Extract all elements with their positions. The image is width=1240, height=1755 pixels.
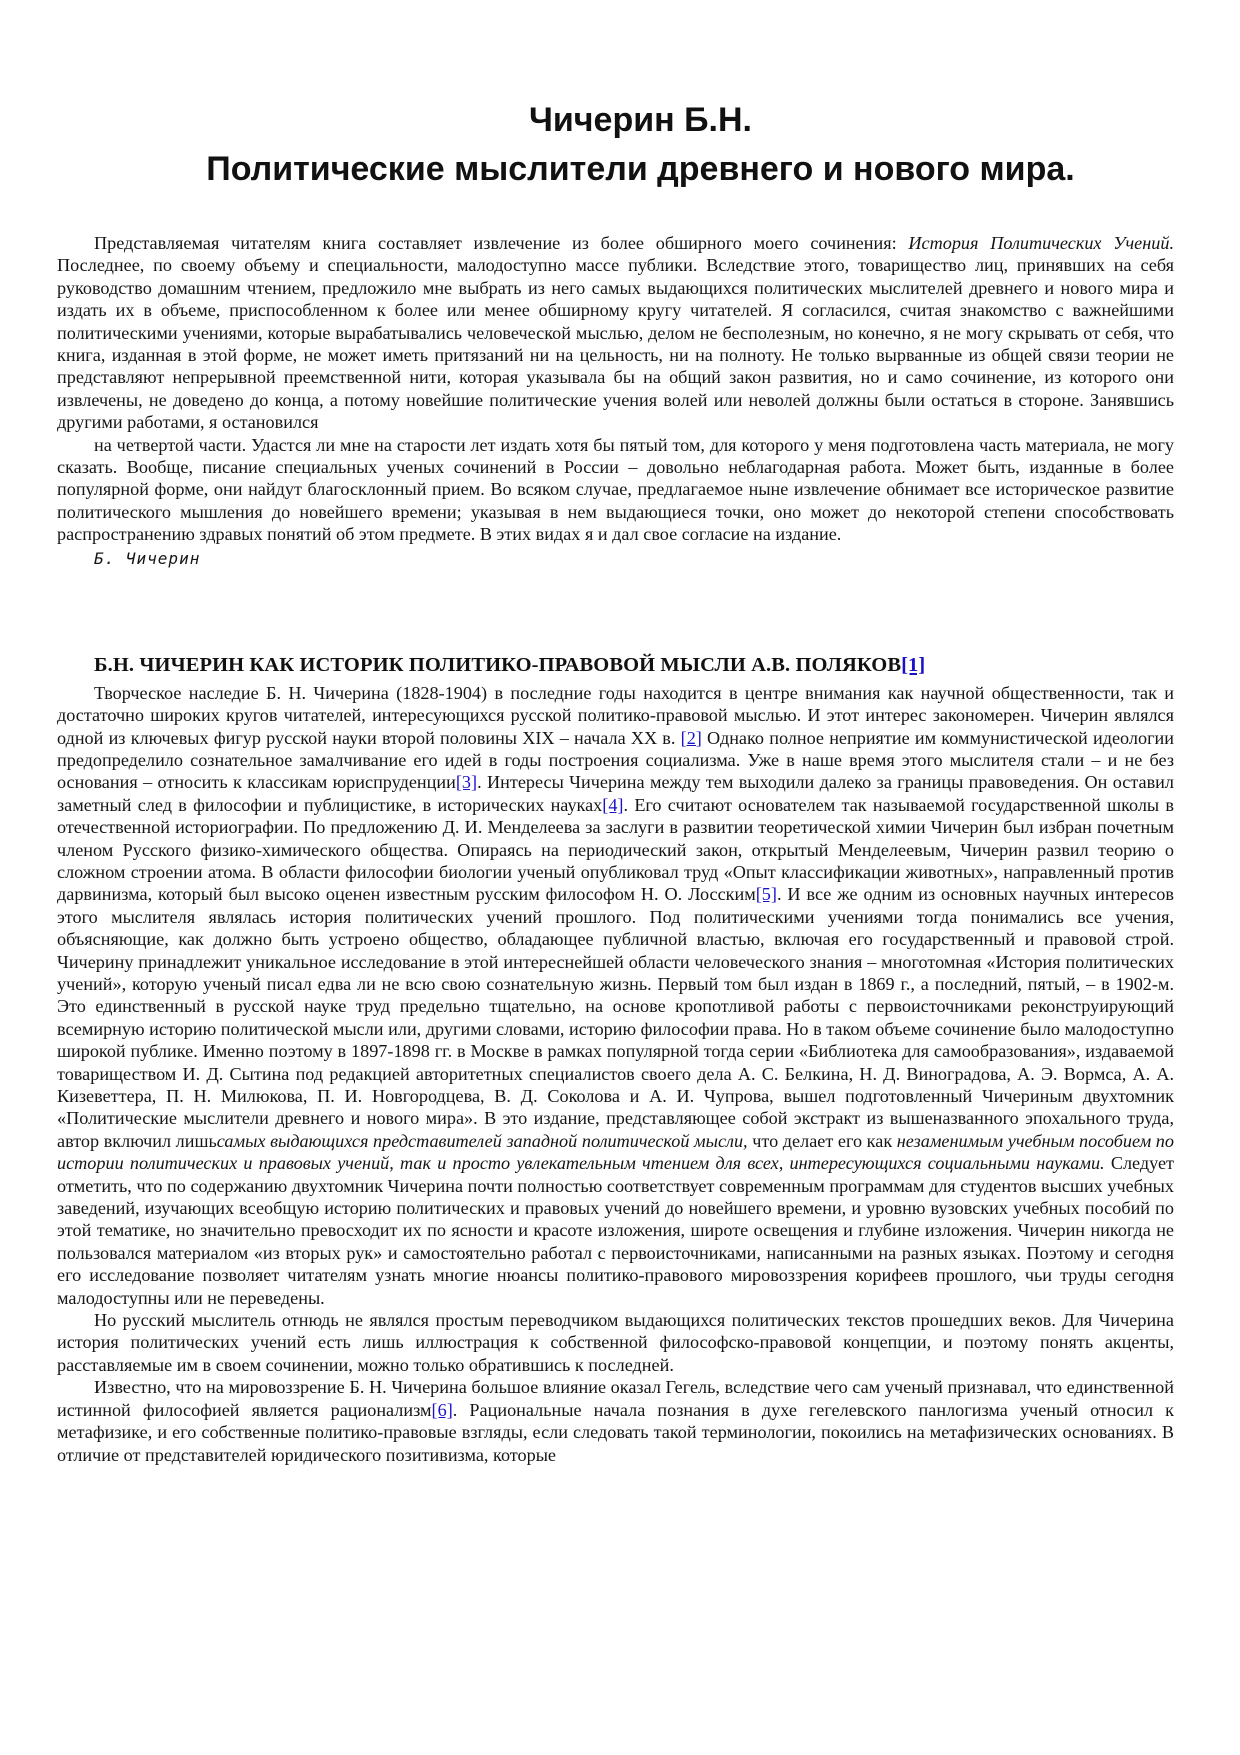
preface-text: Последнее, по своему объему и специальности, малодоступно массе публики. Вследствие этого, товарищество лиц, принявших на себя руководство домашним чтением, предложило мне выбрать из него самых выдающихся политических мыслителей древнего и нового мира и издать их в объеме, приспособленном к более или менее обширному кругу читателей. Я согласился, считая знакомство с важнейшими политическими учениями, которые вырабатывались человеческой мыслью, делом не бесполезным, но конечно, я не могу скрывать от себя, что книга, изданная в этой форме, не может иметь притязаний ни на цельность, ни на полноту. Не только вырванные из общей связи теории не представляют непрерывной преемственной нити, которая указывала бы на общий закон развития, но и само сочинение, из которого они извлечены, не доведено до конца, а потому новейшие политические учения волей или неволей должны были остаться в стороне. Занявшись другими работами, я остановился [57, 255, 1174, 433]
book-title-italic: История Политических Учений. [908, 233, 1174, 253]
article-body [57, 682, 1174, 1466]
paragraph-text: Творческое наследие Б. Н. Чичерина (1828-1904) в последние годы находится в центре внимания как научной общественности, так и достаточно широких кругов читателей, интересующихся русской политико-правовой мыслью. И этот интерес закономерен. Чичерин являлся одной из ключевых фигур русской науки второй половины XIX – начала XX в. [57, 682, 1174, 748]
footnote-link-2[interactable]: [2] [680, 727, 702, 748]
author-preface [57, 232, 1174, 570]
footnote-link-4[interactable]: [4] [602, 794, 624, 815]
section-heading [94, 652, 1174, 678]
footnote-link-3[interactable]: [3] [455, 772, 478, 793]
paragraph-text: . Интересы Чичерина между тем выходили далеко за границы правоведения. Он оставил заметный след в философии и публицистике, в исторических науках [57, 772, 1174, 815]
section-heading-text: Б.Н. ЧИЧЕРИН КАК ИСТОРИК ПОЛИТИКО-ПРАВОВОЙ МЫСЛИ А.В. ПОЛЯКОВ [94, 653, 902, 676]
preface-paragraph-1 [57, 232, 1174, 434]
article-paragraph-1 [57, 682, 1174, 1309]
italic-phrase: самых выдающихся представителей западной политической мысли, [216, 1130, 748, 1151]
paragraph-text: . Его считают основателем так называемой государственной школы в отечественной историографии. По предложению Д. И. Менделеева за заслуги в развитии теоретической химии Чичерин был избран почетным членом Русского физико-химического общества. Опираясь на периодический закон, открытый Менделеевым, Чичерин развил теорию о сложном строении атома. В области философии биологии ученый опубликовал труд «Опыт классификации животных», направленный против дарвинизма, который был высоко оценен известным русским философом Н. О. Лосским [57, 794, 1174, 905]
author-signature: Б. Чичерин [94, 548, 201, 568]
footnote-link-1[interactable]: [1] [901, 653, 926, 676]
title-author: Чичерин Б.Н. [529, 101, 752, 139]
paragraph-text: что делает его как [747, 1130, 897, 1151]
title-book: Политические мыслители древнего и нового мира. [206, 150, 1075, 188]
preface-paragraph-2: на четвертой части. Удастся ли мне на старости лет издать хотя бы пятый том, для которого у меня подготовлена часть материала, не могу сказать. Вообще, писание специальных ученых сочинений в России – довольно неблагодарная работа. Может быть, изданные в более популярной форме, они найдут благосклонный прием. Во всяком случае, предлагаемое ныне извлечение обнимает все историческое развитие политического мышления до новейшего времени; указывая в нем выдающиеся точки, оно может до некоторой степени способствовать распространению здравых понятий об этом предмете. В этих видах я и дал свое согласие на издание. [57, 434, 1174, 545]
paragraph-text: Однако полное неприятие им коммунистической идеологии предопределило сознательное замалчивание его идей в годы построения социализма. Уже в наше время этого мыслителя стали – и не без основания – относить к классикам юриспруденции [57, 727, 1174, 793]
preface-text: Представляемая читателям книга составляет извлечение из более обширного моего сочинения: [94, 233, 909, 253]
paragraph-text: Известно, что на мировоззрение Б. Н. Чичерина большое влияние оказал Гегель, вследствие чего сам ученый признавал, что единственной истинной философией является рационализм [57, 1377, 1174, 1420]
article-paragraph-3 [57, 1376, 1174, 1466]
paragraph-text: . Рациональные начала познания в духе гегелевского панлогизма ученый относил к метафизике, и его собственные политико-правовые взгляды, если следовать такой терминологии, покоились на метафизических основаниях. В отличие от представителей юридического позитивизма, которые [57, 1399, 1174, 1465]
document-title [57, 0, 1174, 194]
footnote-link-6[interactable]: [6] [431, 1399, 453, 1420]
paragraph-text: Следует отметить, что по содержанию двухтомник Чичерина почти полностью соответствует современным программам для студентов высших учебных заведений, изучающих всеобщую историю политических и правовых учений до новейшего времени, и уровню вузовских учебных пособий по этой тематике, но значительно превосходит их по ясности и красоте изложения, широте освещения и глубине изложения. Чичерин никогда не пользовался материалом «из вторых рук» и самостоятельно работал с первоисточниками, написанными на разных языках. Поэтому и сегодня его исследование позволяет читателям узнать многие нюансы политико-правового мировоззрения корифеев прошлого, чьи труды сегодня малодоступны или не переведены. [57, 1153, 1175, 1308]
italic-phrase: незаменимым учебным пособием по истории политических и правовых учений, так и просто увлекательным чтением для всех, интересующихся социальными науками. [57, 1130, 1174, 1174]
footnote-link-5[interactable]: [5] [755, 884, 777, 905]
paragraph-text: . И все же одним из основных научных интересов этого мыслителя являлась история политических учений прошлого. Под политическими учениями тогда понимались все учения, объясняющие, как должно быть устроено общество, обладающее публичной властью, включая его государственный и правовой строй. Чичерину принадлежит уникальное исследование в этой интереснейшей области человеческого знания – многотомная «История политических учений», которую ученый писал едва ли не всю свою сознательную жизнь. Первый том был издан в 1869 г., а последний, пятый, – в 1902-м. Это единственный в русской науке труд предельно тщательно, на основе кропотливой работы с первоисточниками реконструирующий всемирную историю политической мысли или, другими словами, историю философии права. Но в таком объеме сочинение было малодоступно широкой публике. Именно поэтому в 1897-1898 гг. в Москве в рамках популярной тогда серии «Библиотека для самообразования», издаваемой товариществом И. Д. Сытина под редакцией авторитетных специалистов своего дела А. С. Белкина, Н. Д. Виноградова, А. Э. Вормса, А. А. Кизеветтера, П. Н. Милюкова, П. И. Новгородцева, В. Д. Соколова и А. И. Чупрова, вышел подготовленный Чичериным двухтомник «Политические мыслители древнего и нового мира». В это издание, представляющее собой экстракт из вышеназванного эпохального труда, автор включил лишь [57, 884, 1174, 1151]
article-paragraph-2: Но русский мыслитель отнюдь не являлся простым переводчиком выдающихся политических текстов прошедших веков. Для Чичерина история политических учений есть лишь иллюстрация к собственной философско-правовой концепции, и поэтому понять акценты, расставляемые им в своем сочинении, можно только обратившись к последней. [57, 1310, 1174, 1375]
